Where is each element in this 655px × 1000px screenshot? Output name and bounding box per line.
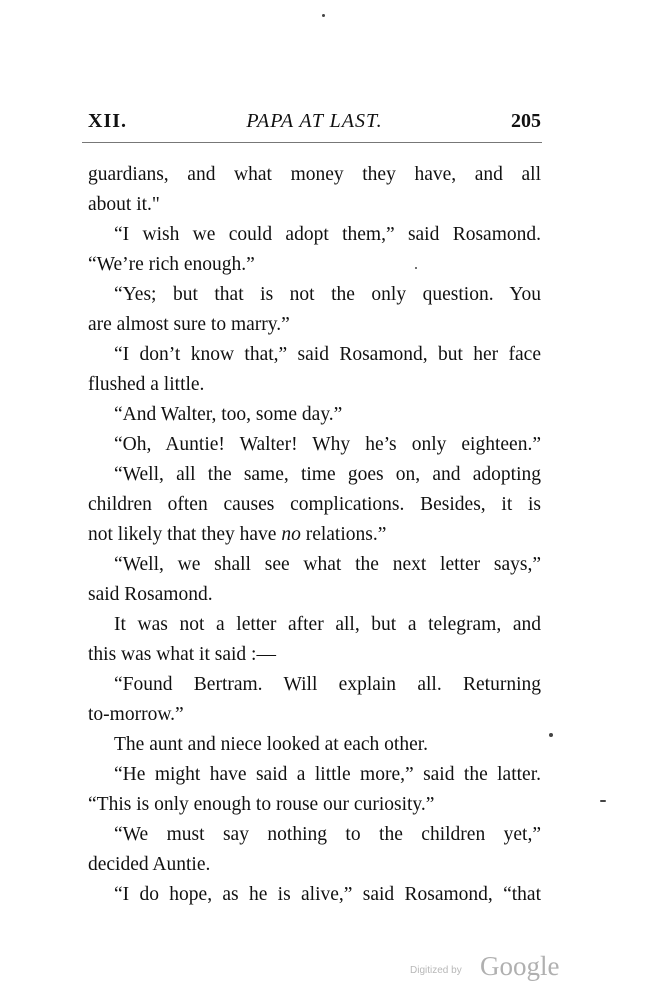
text-line: this was what it said :— bbox=[88, 644, 276, 665]
page-number: 205 bbox=[511, 110, 541, 132]
text-line: about it." bbox=[88, 194, 160, 215]
text-line: “I wish we could adopt them,” said Rosamond. bbox=[114, 224, 541, 245]
text-line: guardians, and what money they have, and all bbox=[88, 164, 541, 185]
text-line: “I do hope, as he is alive,” said Rosamond, “that bbox=[114, 884, 541, 905]
scan-speck bbox=[322, 14, 325, 17]
text-line: It was not a letter after all, but a telegram, and bbox=[114, 614, 541, 635]
text-line: decided Auntie. bbox=[88, 854, 211, 875]
scan-speck bbox=[415, 267, 417, 269]
text-line: said Rosamond. bbox=[88, 584, 213, 605]
running-header bbox=[88, 108, 541, 134]
text-line: children often causes complications. Besides, it is bbox=[88, 494, 541, 515]
digitized-by-label: Digitized by bbox=[410, 965, 462, 976]
text-line: not likely that they have no relations.” bbox=[88, 524, 387, 545]
scan-speck bbox=[549, 733, 553, 737]
text-line: flushed a little. bbox=[88, 374, 205, 395]
text-line: “He might have said a little more,” said the latter. bbox=[114, 764, 541, 785]
scan-speck bbox=[600, 800, 606, 802]
text-line: “Well, we shall see what the next letter says,” bbox=[114, 554, 541, 575]
text-line: “Well, all the same, time goes on, and adopting bbox=[114, 464, 541, 485]
text-line: “We’re rich enough.” bbox=[88, 254, 255, 275]
running-title: PAPA AT LAST. bbox=[246, 110, 383, 132]
text-line: The aunt and niece looked at each other. bbox=[114, 734, 429, 755]
text-line: “Oh, Auntie! Walter! Why he’s only eighteen.” bbox=[114, 434, 541, 455]
text-line: “And Walter, too, some day.” bbox=[114, 404, 343, 425]
text-line: “Yes; but that is not the only question. You bbox=[114, 284, 541, 305]
emphasized-word: no bbox=[281, 524, 301, 545]
page-body bbox=[88, 160, 541, 910]
chapter-number: XII. bbox=[88, 110, 128, 132]
text-line: “This is only enough to rouse our curiosity.” bbox=[88, 794, 435, 815]
google-logo: Google bbox=[480, 951, 560, 981]
header-rule bbox=[82, 142, 542, 143]
text-line: “Found Bertram. Will explain all. Returning bbox=[114, 674, 541, 695]
text-line: are almost sure to marry.” bbox=[88, 314, 290, 335]
text-line: to-morrow.” bbox=[88, 704, 184, 725]
text-line: “I don’t know that,” said Rosamond, but her face bbox=[114, 344, 541, 365]
text-line: “We must say nothing to the children yet,” bbox=[114, 824, 541, 845]
digitization-watermark bbox=[410, 948, 560, 982]
